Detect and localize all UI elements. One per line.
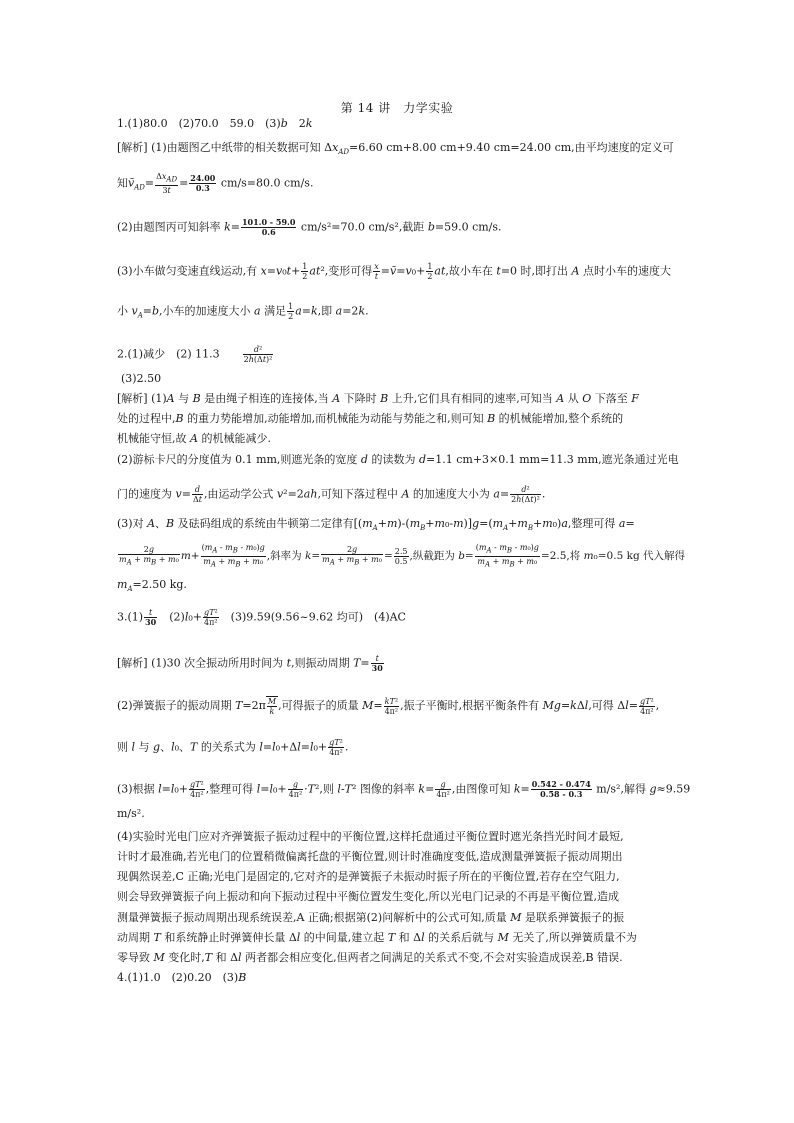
page-title: 第 14 讲 力学实验 [340, 101, 454, 115]
analysis-3-line-10: 测量弹簧振子振动周期出现系统误差,A 正确;根据第(2)问解析中的公式可知,质量 M 是联系弹簧振子的振 [117, 911, 624, 924]
analysis-2-line-7: $\frac{2g}{m_A + m_B + m_0}$ m+ $\frac{(m_A - m_B - m_0)g}{m_A + m_B + m_0}$ ,斜率为 k= $\frac{2g}{m_A + m_B + m_0}$ = $\frac{2.5}{0.5}$ ,纵截距为 b= $\frac{(m_A - m_B - m_0)g}{m_A + m_B + m_0}$ =2.5,将 m₀=0.5 kg 代入解得 [119, 543, 686, 569]
analysis-1-line-2: 知$v̄_{AD}=$ $\frac{\Delta x_{AD}}{3t}$ = $\frac{24.00}{0.3}$ cm/s=80.0 cm/s. [117, 172, 314, 195]
analysis-3-line-8: 现偶然误差,C 正确;光电门是固定的,它对齐的是弹簧振子未振动时振子所在的平衡位置,若存在空气阻力, [117, 870, 620, 883]
analysis-2-line-3: 机械能守恒,故 A 的机械能减少. [117, 432, 271, 445]
analysis-2-line-6: (3)对 A、B 及砝码组成的系统由牛顿第二定律有$[(m_A+m)-(m_B+m_0-m)]g=(m_A+m_B+m_0)a$,整理可得 a= [117, 517, 635, 533]
analysis-3-line-11: 动周期 T 和系统静止时弹簧伸长量 Δl 的中间量,建立起 T 和 Δl 的关系后就与 M 无关了,所以弹簧质量不为 [117, 931, 637, 944]
analysis-2-line-8: $m_A=2.50$ kg. [117, 578, 187, 594]
answer-2: 2.(1)减少 (2) 11.3 $\frac{\text{d²}}{\text{2h(Δt)²}}$ [117, 345, 273, 364]
analysis-2-line-2: 处的过程中,B 的重力势能增加,动能增加,而机械能为动能与势能之和,则可知 B 的机械能增加,整个系统的 [117, 412, 624, 425]
answer-4: 4.(1)1.0 (2)0.20 (3)B [117, 971, 247, 984]
analysis-3-line-7: 计时才最准确,若光电门的位置稍微偏离托盘的平衡位置,则计时准确度变低,造成测量弹簧振子振动周期出 [117, 850, 623, 863]
analysis-3-line-3: 则 l 与 g、l₀、T 的关系式为 l=l₀+Δl=l₀+ $\frac{\text{gT²}}{\text{4π²}}$ . [117, 738, 349, 757]
answer-1: 1.(1)80.0 (2)70.0 59.0 (3)b 2k [117, 117, 313, 130]
analysis-1-line-1: [解析] (1)由题图乙中纸带的相关数据可知 $\Delta x_{AD}=6.60$ cm+8.00 cm+9.40 cm=24.00 cm,由平均速度的定义可 [117, 141, 674, 157]
analysis-2-line-1: [解析] (1)A 与 B 是由绳子相连的连接体,当 A 下降时 B 上升,它们具有相同的速率,可知当 A 从 O 下落至 F [117, 392, 639, 405]
analysis-1-line-3: (2)由题图丙可知斜率 k= $\frac{101.0 - 59.0}{0.6}$ cm/s²=70.0 cm/s²,截距 b=59.0 cm/s. [117, 217, 502, 237]
analysis-3-line-9: 则会导致弹簧振子向上振动和向下振动过程中平衡位置发生变化,所以光电门记录的不再是平衡位置,造成 [117, 890, 619, 903]
analysis-1-line-4: (3)小车做匀变速直线运动,有 x=v₀t+ $\frac{1}{2}$ at²,变形可得 $\frac{x}{t}$ =v̄=v₀+ $\frac{1}{2}$ at,故小车在 t=0 时,即打出 A 点时小车的速度大 [117, 262, 671, 281]
analysis-3-line-12: 零导致 M 变化时,T 和 Δl 两者都会相应变化,但两者之间满足的关系式不变,不会对实验造成误差,B 错误. [117, 951, 623, 964]
analysis-2-line-5: 门的速度为 v= $\frac{d}{\Delta t}$ ,由运动学公式 v²=2ah,可知下落过程中 A 的加速度大小为 a= $\frac{\text{d²}}{\text{2h(Δt)²}}$ . [117, 485, 546, 504]
analysis-3-line-4: (3)根据 l=l₀+ $\frac{\text{gT²}}{\text{4π²}}$ ,整理可得 l=l₀+ $\frac{g}{\text{4π²}}$ ·T²,则 l-T² 图像的斜率 k= $\frac{g}{\text{4π²}}$ ,由图像可知 k= $\frac{0.542 - 0.474}{0.58 - 0.3}$ m/s²,解得 g≈9.59 [117, 779, 691, 799]
analysis-3-line-1: [解析] (1)30 次全振动所用时间为 t,则振动周期 T= $\frac{t}{30}$ [117, 654, 383, 673]
answer-3: 3.(1) $\frac{t}{30}$ (2)l₀+ $\frac{\text{gT²}}{\text{4π²}}$ (3)9.59(9.56~9.62 均可) (4)AC [117, 608, 406, 627]
analysis-1-line-5: 小 $v_A=b$,小车的加速度大小 a 满足 $\frac{1}{2}$ a=k,即 a=2k. [117, 302, 369, 321]
analysis-3-line-5: m/s². [117, 807, 145, 820]
answer-2-part-3: (3)2.50 [121, 372, 162, 385]
analysis-2-line-4: (2)游标卡尺的分度值为 0.1 mm,则遮光条的宽度 d 的读数为 d=1.1 cm+3×0.1 mm=11.3 mm,遮光条通过光电 [117, 453, 679, 466]
analysis-3-line-6: (4)实验时光电门应对齐弹簧振子振动过程中的平衡位置,这样托盘通过平衡位置时遮光条挡光时间才最短, [117, 830, 624, 843]
analysis-3-line-2: (2)弹簧振子的振动周期 T=2π $\frac{M}{k}$ ,可得振子的质量 M= $\frac{\text{kT²}}{\text{4π²}}$ ,振子平衡时,根据平衡条件有 Mg=kΔl,可得 Δl= $\frac{\text{gT²}}{\text{4π²}}$ , [117, 696, 660, 716]
